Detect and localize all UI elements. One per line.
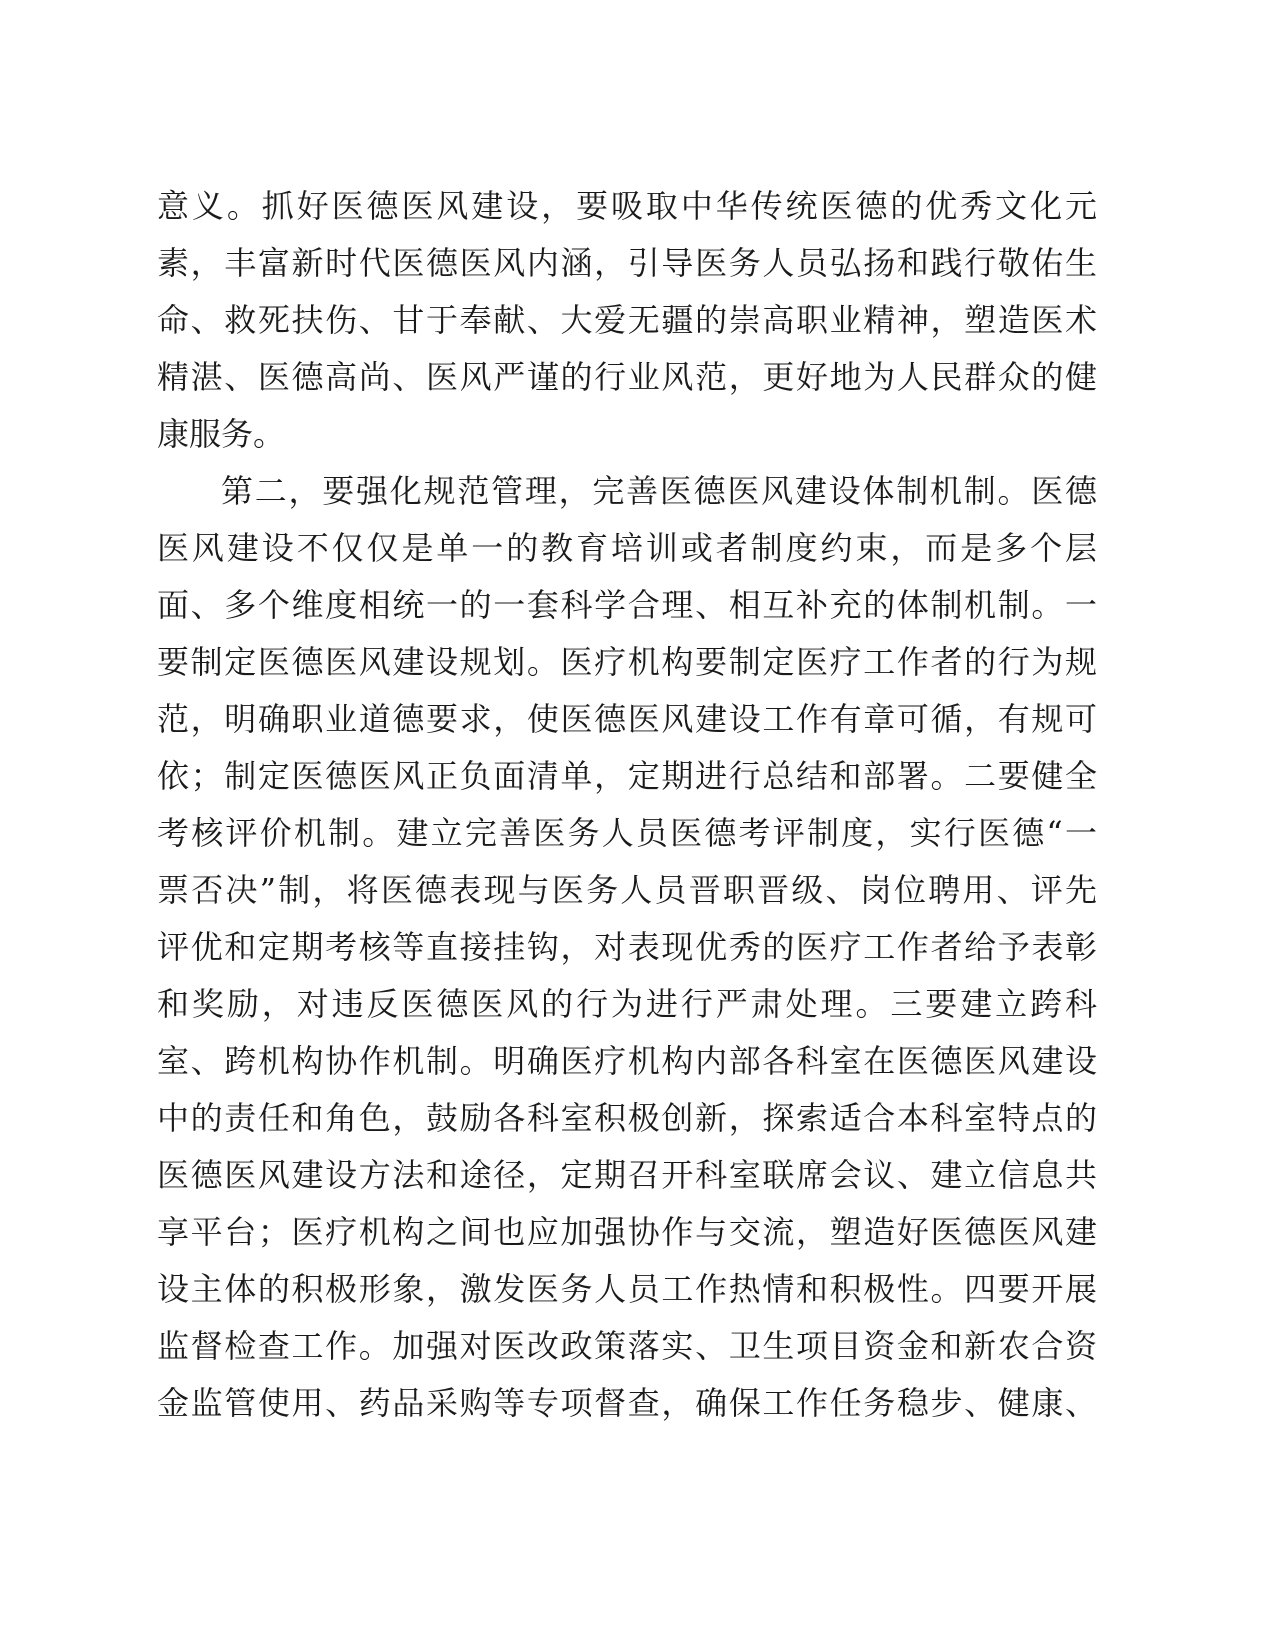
text-line: 精湛、医德高尚、医风严谨的行业风范，更好地为人民群众的健 xyxy=(157,358,1097,396)
text-line: 要制定医德医风建设规划。医疗机构要制定医疗工作者的行为规 xyxy=(157,643,1097,681)
text-line: 意义。抓好医德医风建设，要吸取中华传统医德的优秀文化元 xyxy=(157,187,1097,225)
text-line: 金监管使用、药品采购等专项督查，确保工作任务稳步、健康、 xyxy=(157,1384,1097,1422)
text-line: 享平台；医疗机构之间也应加强协作与交流，塑造好医德医风建 xyxy=(157,1213,1097,1251)
text-line: 面、多个维度相统一的一套科学合理、相互补充的体制机制。一 xyxy=(157,586,1097,624)
text-line: 医风建设不仅仅是单一的教育培训或者制度约束，而是多个层 xyxy=(157,529,1097,567)
paragraph-start-line: 第二，要强化规范管理，完善医德医风建设体制机制。医德 xyxy=(221,472,1097,510)
text-line: 评优和定期考核等直接挂钩，对表现优秀的医疗工作者给予表彰 xyxy=(157,928,1097,966)
text-line: 考核评价机制。建立完善医务人员医德考评制度，实行医德“一 xyxy=(157,814,1097,852)
body-text xyxy=(157,178,1097,1432)
text-line: 监督检查工作。加强对医改政策落实、卫生项目资金和新农合资 xyxy=(157,1327,1097,1365)
text-line: 设主体的积极形象，激发医务人员工作热情和积极性。四要开展 xyxy=(157,1270,1097,1308)
text-line: 素，丰富新时代医德医风内涵，引导医务人员弘扬和践行敬佑生 xyxy=(157,244,1097,282)
text-line: 票否决”制，将医德表现与医务人员晋职晋级、岗位聘用、评先 xyxy=(157,871,1097,909)
text-line: 室、跨机构协作机制。明确医疗机构内部各科室在医德医风建设 xyxy=(157,1042,1097,1080)
text-line: 医德医风建设方法和途径，定期召开科室联席会议、建立信息共 xyxy=(157,1156,1097,1194)
text-line: 和奖励，对违反医德医风的行为进行严肃处理。三要建立跨科 xyxy=(157,985,1097,1023)
text-line: 康服务。 xyxy=(157,415,286,453)
text-line: 中的责任和角色，鼓励各科室积极创新，探索适合本科室特点的 xyxy=(157,1099,1097,1137)
text-line: 范，明确职业道德要求，使医德医风建设工作有章可循，有规可 xyxy=(157,700,1097,738)
text-line: 命、救死扶伤、甘于奉献、大爱无疆的崇高职业精神，塑造医术 xyxy=(157,301,1097,339)
text-line: 依；制定医德医风正负面清单，定期进行总结和部署。二要健全 xyxy=(157,757,1097,795)
